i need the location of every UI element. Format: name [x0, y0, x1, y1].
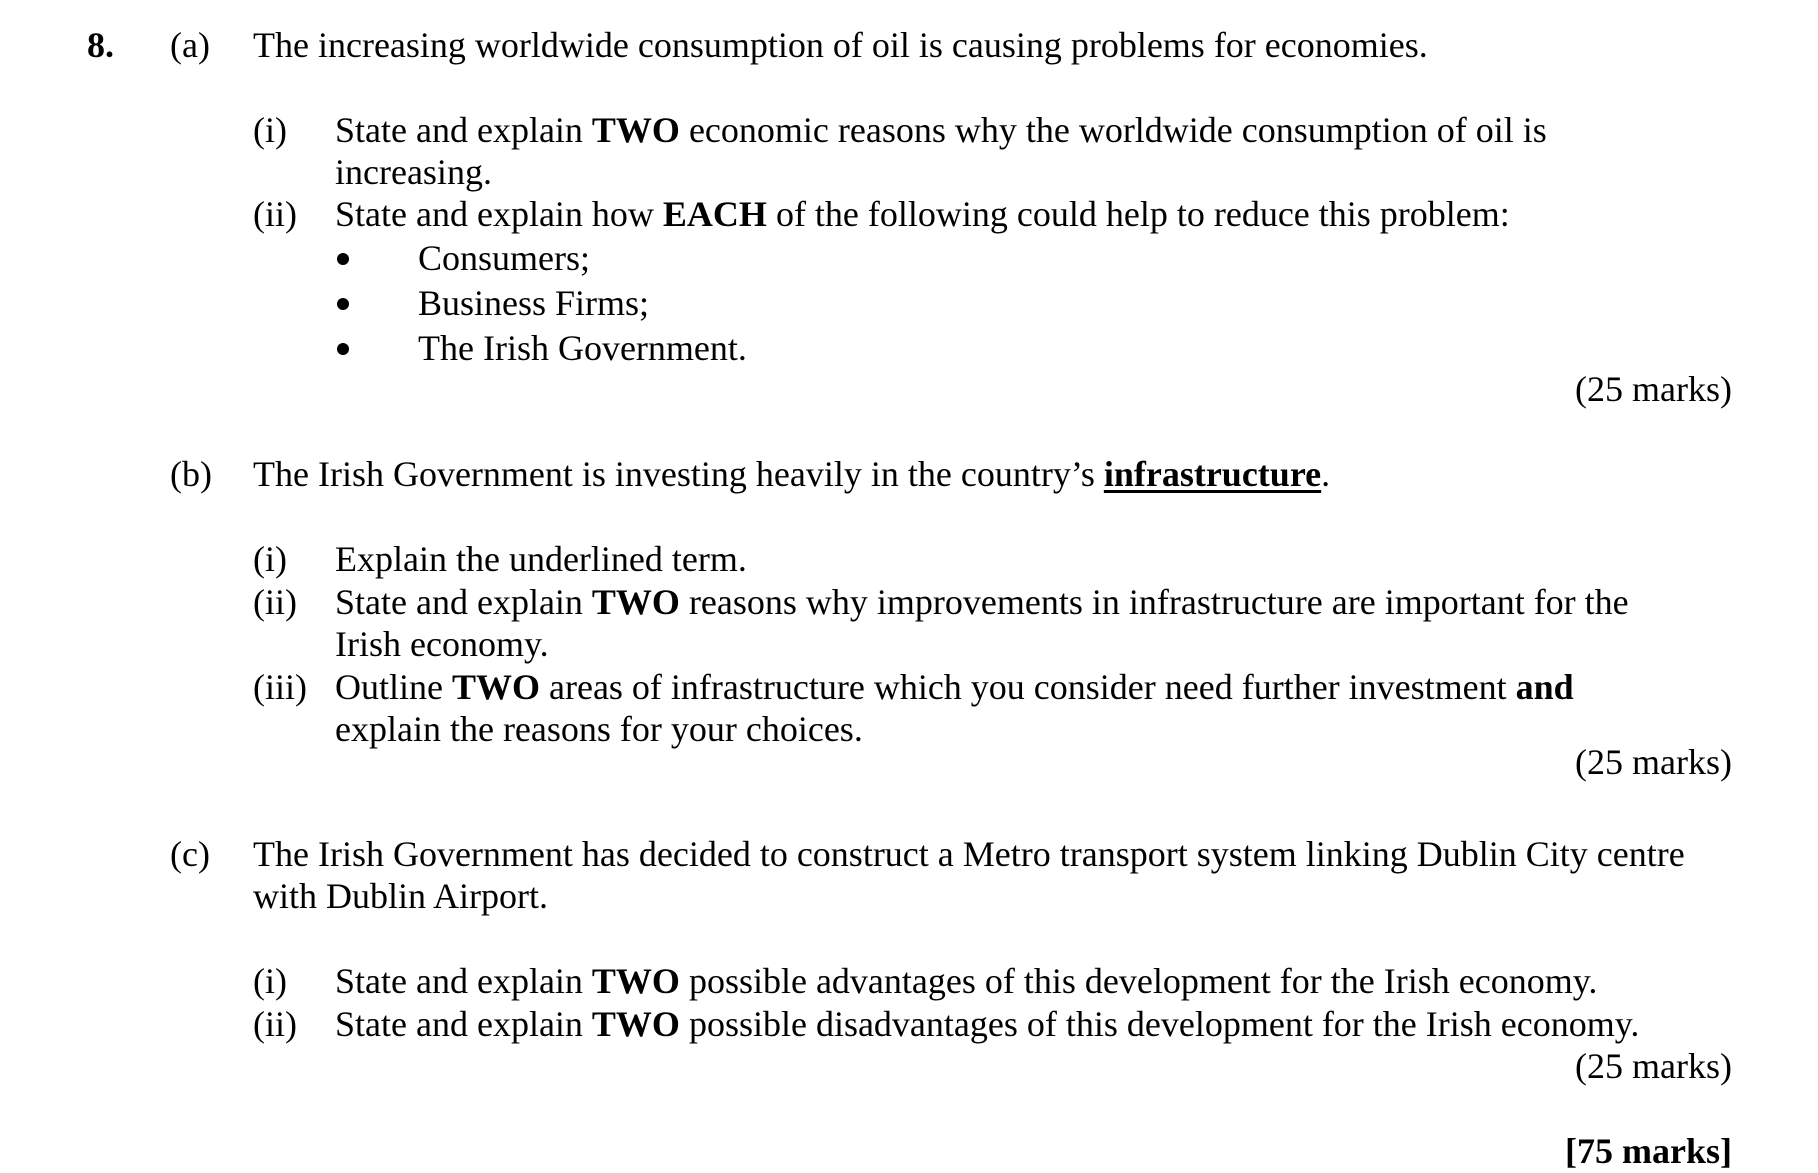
- part-c-i-label: (i): [253, 961, 287, 1001]
- part-a-ii-text: State and explain how EACH of the following could help to reduce this problem:: [335, 194, 1510, 234]
- part-a-ii-label: (ii): [253, 194, 297, 234]
- part-c-marks: (25 marks): [1575, 1046, 1732, 1086]
- part-b-iii-label: (iii): [253, 667, 307, 707]
- part-b-label: (b): [170, 454, 212, 494]
- question-number: 8.: [87, 25, 114, 65]
- part-b-stem: The Irish Government is investing heavily in the country’s infrastructure.: [253, 454, 1331, 494]
- part-a-i-text: State and explain TWO economic reasons why the worldwide consumption of oil is: [335, 110, 1547, 150]
- emphasis-two: TWO: [591, 110, 680, 150]
- emphasis-two: TWO: [451, 667, 540, 707]
- part-b-ii-label: (ii): [253, 582, 297, 622]
- emphasis-and: and: [1515, 667, 1574, 707]
- emphasis-each: EACH: [662, 194, 767, 234]
- bullet-icon: [337, 343, 349, 355]
- part-c-ii-label: (ii): [253, 1004, 297, 1044]
- emphasis-two: TWO: [591, 1004, 680, 1044]
- part-a-i-text-cont: increasing.: [335, 152, 492, 192]
- part-b-i-label: (i): [253, 539, 287, 579]
- total-marks: [75 marks]: [1565, 1131, 1732, 1171]
- part-c-i-text: State and explain TWO possible advantages of this development for the Irish economy.: [335, 961, 1598, 1001]
- part-c-label: (c): [170, 834, 210, 874]
- part-b-iii-text-cont: explain the reasons for your choices.: [335, 709, 863, 749]
- part-b-ii-text: State and explain TWO reasons why improvements in infrastructure are important for the: [335, 582, 1629, 622]
- emphasis-two: TWO: [591, 582, 680, 622]
- bullet-item-irish-government: The Irish Government.: [418, 328, 747, 368]
- part-c-ii-text: State and explain TWO possible disadvantages of this development for the Irish economy.: [335, 1004, 1640, 1044]
- part-c-stem-cont: with Dublin Airport.: [253, 876, 548, 916]
- bullet-icon: [337, 298, 349, 310]
- part-a-label: (a): [170, 25, 210, 65]
- bullet-item-business-firms: Business Firms;: [418, 283, 650, 323]
- part-c-stem: The Irish Government has decided to construct a Metro transport system linking Dublin City centre: [253, 834, 1685, 874]
- part-b-i-text: Explain the underlined term.: [335, 539, 747, 579]
- part-b-ii-text-cont: Irish economy.: [335, 624, 549, 664]
- part-b-iii-text: Outline TWO areas of infrastructure which you consider need further investment and: [335, 667, 1574, 707]
- part-a-i-label: (i): [253, 110, 287, 150]
- part-b-marks: (25 marks): [1575, 742, 1732, 782]
- part-a-marks: (25 marks): [1575, 369, 1732, 409]
- emphasis-two: TWO: [591, 961, 680, 1001]
- bullet-icon: [337, 253, 349, 265]
- bullet-item-consumers: Consumers;: [418, 238, 591, 278]
- part-a-stem: The increasing worldwide consumption of oil is causing problems for economies.: [253, 25, 1428, 65]
- underlined-term: infrastructure: [1103, 454, 1322, 494]
